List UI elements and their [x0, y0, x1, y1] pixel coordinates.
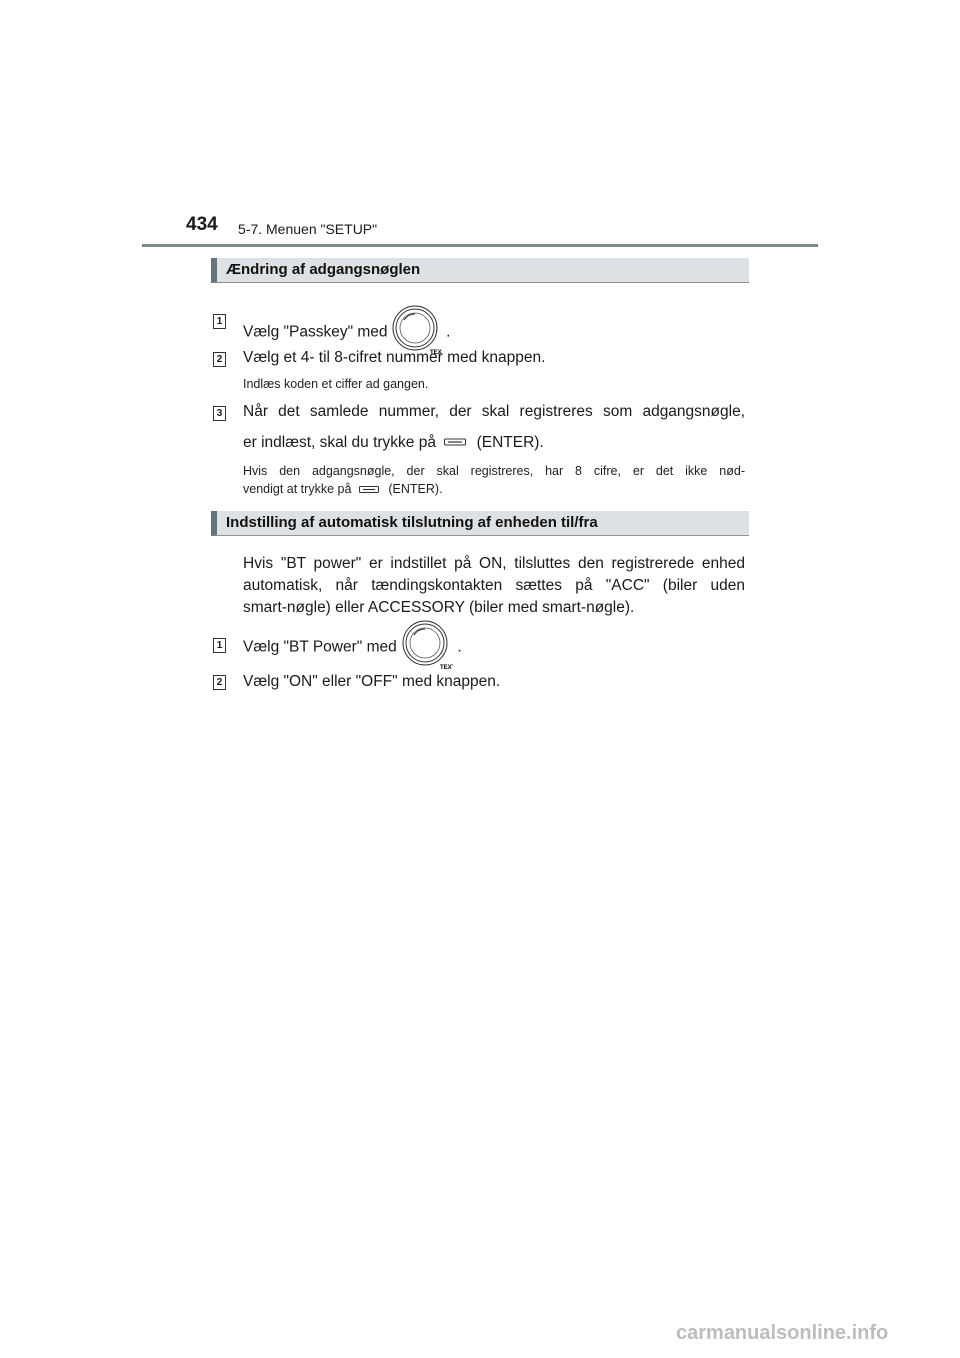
intro-line2: automatisk, når tændingskontakten sættes på "ACC" (biler uden [243, 577, 745, 594]
step-badge-1: 1 [213, 314, 226, 329]
svg-text:TEXT: TEX [440, 665, 452, 670]
step-3-line2-text: er indlæst, skal du trykke på [243, 434, 436, 452]
step-badge-b1: 1 [213, 638, 226, 653]
watermark: carmanualsonline.info [676, 1322, 889, 1344]
step-2-note: Indlæs koden et ciffer ad gangen. [243, 377, 429, 391]
step-3-note-line2 [243, 482, 443, 497]
header-rule [142, 244, 818, 247]
chapter-title: 5-7. Menuen "SETUP" [238, 221, 378, 237]
step-3-note-line1: Hvis den adgangsnøgle, der skal registreres, har 8 cifre, er det ikke nød- [243, 464, 745, 478]
tune-knob-icon [401, 620, 453, 675]
step-1-label: Vælg "Passkey" med [243, 323, 388, 341]
step-b1-label: Vælg "BT Power" med [243, 638, 397, 656]
step-3-line2 [243, 434, 544, 452]
step-1-period: . [446, 323, 451, 341]
svg-text:TEXT: TEX [429, 350, 442, 355]
section-heading-passkey: Ændring af adgangsnøglen [211, 258, 749, 283]
step-badge-3: 3 [213, 406, 226, 421]
intro-line3: smart-nøgle) eller ACCESSORY (biler med smart-nøgle). [243, 599, 635, 616]
step-badge-b2: 2 [213, 675, 226, 690]
enter-button-icon-small [359, 483, 379, 497]
step-b1-text [243, 620, 462, 675]
enter-button-icon [444, 434, 466, 452]
step-b2-text: Vælg "ON" eller "OFF" med knappen. [243, 673, 501, 690]
step-badge-2: 2 [213, 352, 226, 367]
step-2-text: Vælg et 4- til 8-cifret nummer med knappen. [243, 349, 546, 366]
step-3-line1: Når det samlede nummer, der skal registreres som adgangsnøgle, [243, 403, 745, 420]
step-3-note-enter: (ENTER). [388, 482, 443, 496]
section-heading-auto-connect: Indstilling af automatisk tilslutning af enheden til/fra [211, 511, 749, 536]
step-b1-period: . [457, 638, 462, 656]
page-number: 434 [186, 214, 218, 235]
intro-line1: Hvis "BT power" er indstillet på ON, tilsluttes den registrerede enhed [243, 555, 745, 572]
step-3-note-text: vendigt at trykke på [243, 482, 352, 496]
step-3-enter-label: (ENTER). [476, 434, 544, 452]
